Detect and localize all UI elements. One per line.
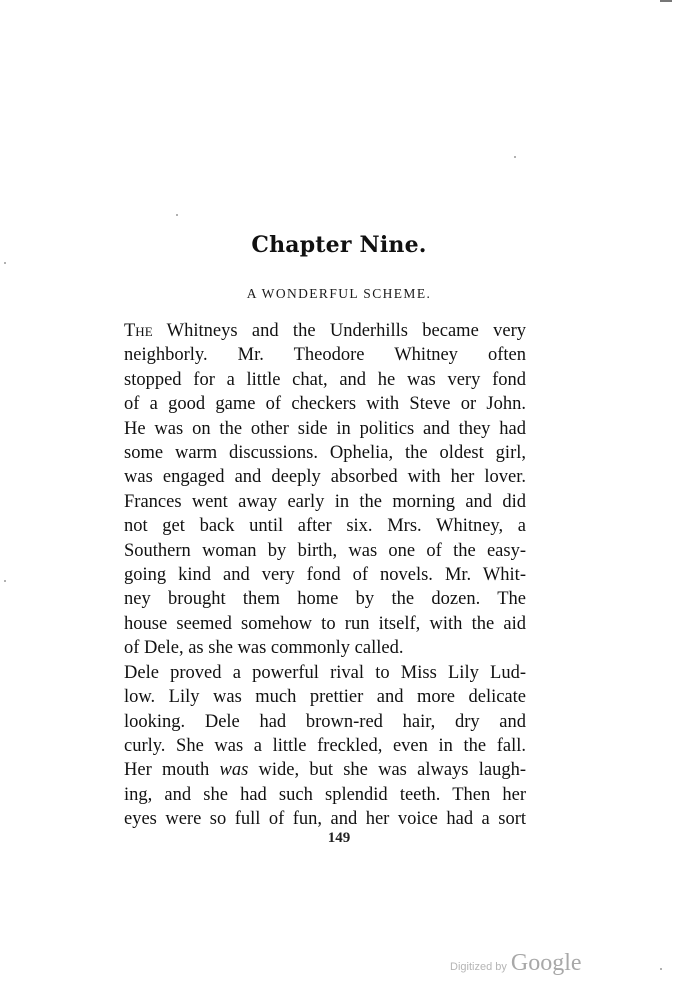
text-line: Southern woman by birth, was one of the easy-: [124, 540, 526, 561]
text-line: looking. Dele had brown-red hair, dry and: [124, 711, 526, 732]
text-line: He was on the other side in politics and they had: [124, 418, 526, 439]
text-line: curly. She was a little freckled, even in the fall.: [124, 735, 526, 756]
line-rest: Whitneys and the Underhills became very: [152, 321, 526, 341]
text-line: was engaged and deeply absorbed with her lover.: [124, 467, 526, 488]
line-post: wide, but she was always laugh-: [248, 760, 526, 781]
text-line: eyes were so full of fun, and her voice had a sort: [124, 809, 526, 830]
scan-speck: [176, 214, 178, 216]
text-line: some warm discussions. Ophelia, the oldest girl,: [124, 443, 526, 464]
watermark-prefix: Digitized by: [450, 961, 507, 973]
text-line: house seemed somehow to run itself, with the aid: [124, 613, 526, 634]
text-line: [124, 758, 526, 782]
text-line: going kind and very fond of novels. Mr. Whit-: [124, 565, 526, 586]
text-line: stopped for a little chat, and he was very fond: [124, 369, 526, 390]
text-line: ney brought them home by the dozen. The: [124, 589, 526, 610]
chapter-subtitle: A WONDERFUL SCHEME.: [246, 286, 432, 301]
scan-speck: [660, 968, 662, 970]
lead-word: The: [124, 321, 153, 341]
text-line: neighborly. Mr. Theodore Whitney often: [124, 345, 526, 366]
paragraph-2: [124, 661, 526, 832]
text-line: Dele proved a powerful rival to Miss Lily Lud-: [124, 662, 526, 683]
scan-speck: [4, 580, 6, 582]
text-line: low. Lily was much prettier and more delicate: [124, 687, 526, 708]
text-line: of Dele, as she was commonly called.: [124, 638, 404, 659]
scan-edge-mark: [660, 0, 672, 2]
text-line: of a good game of checkers with Steve or John.: [124, 394, 526, 415]
paragraph-1: [124, 319, 526, 661]
scan-speck: [514, 156, 516, 158]
body-text: [124, 319, 526, 832]
watermark-brand: Google: [510, 950, 582, 976]
emphasis-word: was: [219, 760, 249, 781]
digitized-watermark: [450, 950, 582, 977]
text-line: not get back until after six. Mrs. Whitney, a: [124, 516, 526, 537]
text-line: [124, 319, 526, 343]
chapter-heading: Chapter Nine.: [251, 232, 427, 258]
scan-speck: [4, 262, 6, 264]
line-pre: Her mouth: [124, 760, 220, 781]
page-number: 149: [327, 830, 351, 846]
text-line: Frances went away early in the morning and did: [124, 491, 526, 512]
text-line: ing, and she had such splendid teeth. Then her: [124, 784, 526, 805]
